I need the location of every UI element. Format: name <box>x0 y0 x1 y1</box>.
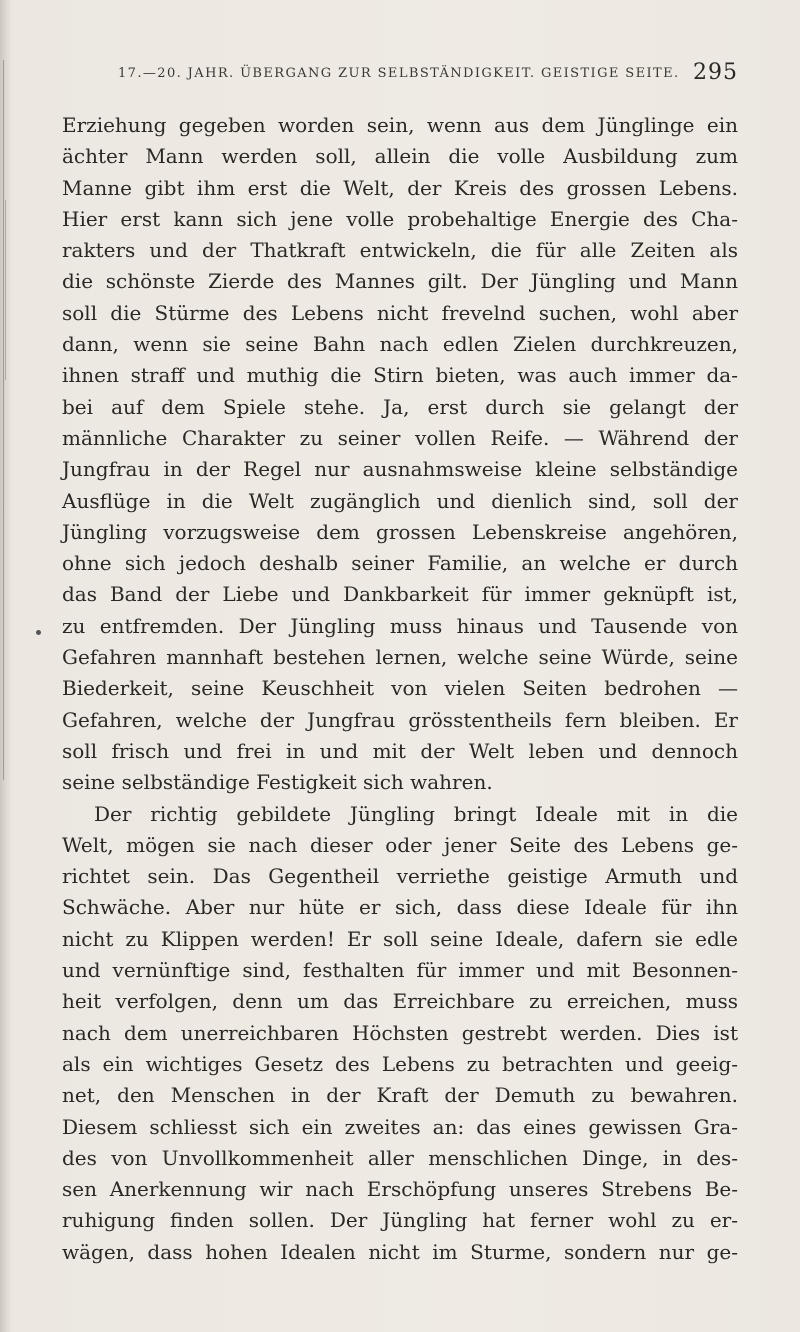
text-line: und vernünftige sind, festhalten für immer und mit Besonnen- <box>62 958 738 983</box>
text-line: soll frisch und frei in und mit der Welt leben und dennoch <box>62 738 738 763</box>
text-line: Ausflüge in die Welt zugänglich und dienlich sind, soll der <box>62 488 738 513</box>
text-line: Biederkeit, seine Keuschheit von vielen Seiten bedrohen — <box>62 676 738 701</box>
page-number: 295 <box>693 60 738 85</box>
text-line: Jüngling vorzugsweise dem grossen Lebenskreise angehören, <box>62 519 738 544</box>
text-line: Manne gibt ihm erst die Welt, der Kreis des grossen Lebens. <box>62 175 738 200</box>
text-line: Diesem schliesst sich ein zweites an: das eines gewissen Gra- <box>62 1114 738 1139</box>
text-line: des von Unvollkommenheit aller menschlichen Dinge, in des- <box>62 1145 738 1170</box>
text-line: ohne sich jedoch deshalb seiner Familie, an welche er durch <box>62 551 738 576</box>
text-line: soll die Stürme des Lebens nicht frevelnd suchen, wohl aber <box>62 300 738 325</box>
text-line: männliche Charakter zu seiner vollen Reife. — Während der <box>62 425 738 450</box>
body-text <box>62 110 738 1268</box>
text-line: net, den Menschen in der Kraft der Demuth zu bewahren. <box>62 1083 738 1108</box>
text-line: richtet sein. Das Gegentheil verriethe geistige Armuth und <box>62 864 738 889</box>
text-line: Welt, mögen sie nach dieser oder jener Seite des Lebens ge- <box>62 832 738 857</box>
page-header <box>118 60 738 90</box>
page-gutter <box>0 0 10 1332</box>
text-line: rakters und der Thatkraft entwickeln, die für alle Zeiten als <box>62 238 738 263</box>
running-head: 17.—20. JAHR. ÜBERGANG ZUR SELBSTÄNDIGKEIT. GEISTIGE SEITE. <box>118 66 680 81</box>
text-line: ihnen straff und muthig die Stirn bieten, was auch immer da- <box>62 363 738 388</box>
text-line: zu entfremden. Der Jüngling muss hinaus und Tausende von <box>62 613 738 638</box>
text-line: die schönste Zierde des Mannes gilt. Der Jüngling und Mann <box>62 269 738 294</box>
text-line: das Band der Liebe und Dankbarkeit für immer geknüpft ist, <box>62 582 738 607</box>
text-line: nicht zu Klippen werden! Er soll seine Ideale, dafern sie edle <box>62 926 738 951</box>
text-line: Gefahren mannhaft bestehen lernen, welche seine Würde, seine <box>62 645 738 670</box>
text-line: bei auf dem Spiele stehe. Ja, erst durch sie gelangt der <box>62 394 738 419</box>
text-line: Schwäche. Aber nur hüte er sich, dass diese Ideale für ihn <box>62 895 738 920</box>
text-line: dann, wenn sie seine Bahn nach edlen Zielen durchkreuzen, <box>62 332 738 357</box>
binding-edge-line <box>3 60 4 780</box>
text-line: nach dem unerreichbaren Höchsten gestrebt werden. Dies ist <box>62 1020 738 1045</box>
paragraph-end-line: seine selbständige Festigkeit sich wahren. <box>62 770 493 795</box>
text-line: Jungfrau in der Regel nur ausnahmsweise kleine selbständige <box>62 457 738 482</box>
text-line: ächter Mann werden soll, allein die volle Ausbildung zum <box>62 144 738 169</box>
text-line: sen Anerkennung wir nach Erschöpfung unseres Strebens Be- <box>62 1177 738 1202</box>
text-line: heit verfolgen, denn um das Erreichbare zu erreichen, muss <box>62 989 738 1014</box>
text-line: ruhigung finden sollen. Der Jüngling hat ferner wohl zu er- <box>62 1208 738 1233</box>
margin-mark <box>36 630 41 635</box>
text-line: wägen, dass hohen Idealen nicht im Sturme, sondern nur ge- <box>62 1239 738 1264</box>
paragraph-start-line: Der richtig gebildete Jüngling bringt Ideale mit in die <box>94 801 738 826</box>
text-line: Gefahren, welche der Jungfrau grösstentheils fern bleiben. Er <box>62 707 738 732</box>
text-line: Hier erst kann sich jene volle probehaltige Energie des Cha- <box>62 206 738 231</box>
text-line: Erziehung gegeben worden sein, wenn aus dem Jünglinge ein <box>62 113 738 137</box>
text-line: als ein wichtiges Gesetz des Lebens zu betrachten und geeig- <box>62 1051 738 1076</box>
binding-edge-line <box>5 200 6 380</box>
